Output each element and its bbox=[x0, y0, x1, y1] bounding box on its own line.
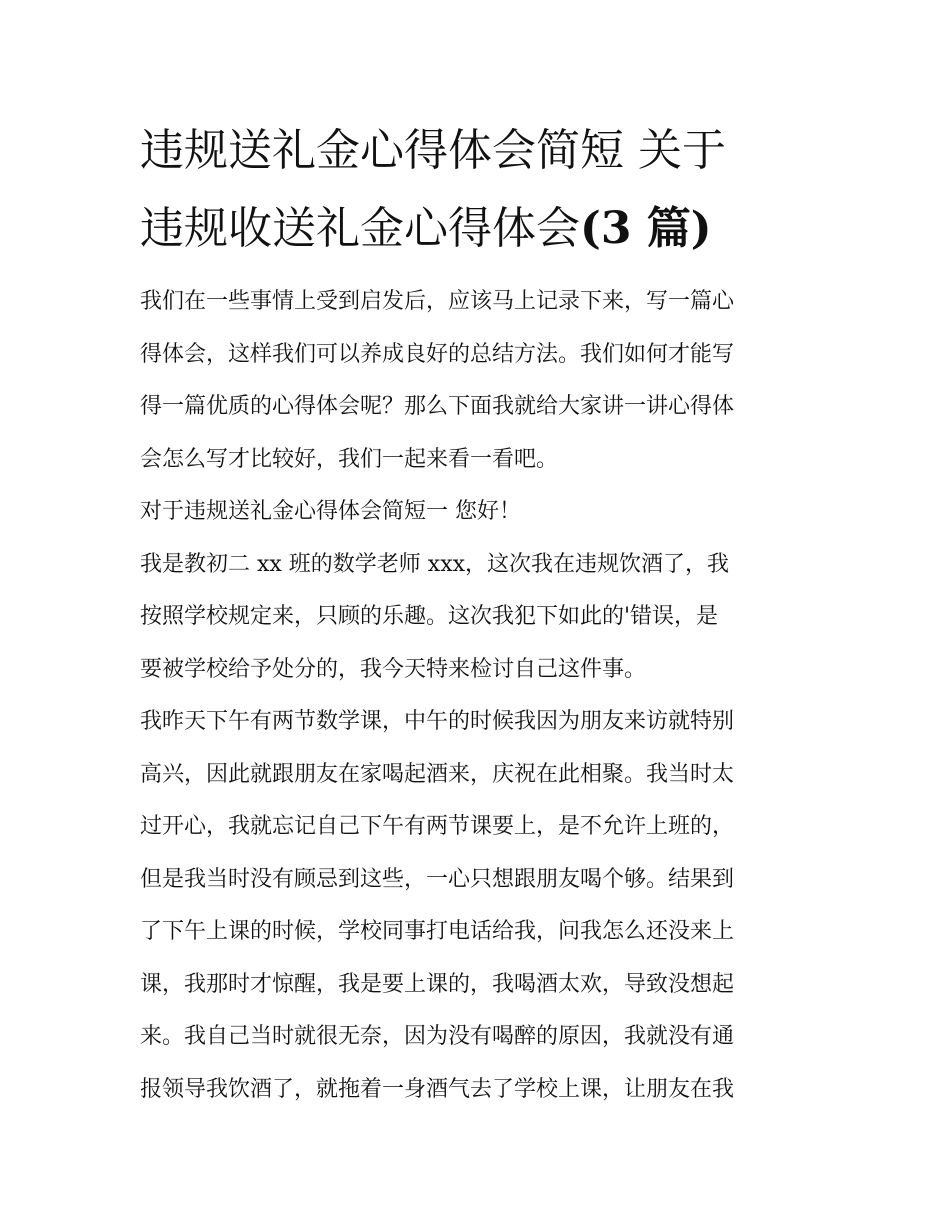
body-line: 得一篇优质的心得体会呢？那么下面我就给大家讲一讲心得体 bbox=[140, 394, 735, 419]
document-title bbox=[140, 112, 830, 268]
body-line: 过开心，我就忘记自己下午有两节课要上，是不允许上班的， bbox=[140, 814, 735, 839]
body-line: 会怎么写才比较好，我们一起来看一看吧。 bbox=[140, 446, 559, 472]
body-line: 但是我当时没有顾忌到这些，一心只想跟朋友喝个够。结果到 bbox=[140, 866, 735, 892]
body-line: 我是教初二 xx 班的数学老师 xxx，这次我在违规饮酒了，我 bbox=[140, 551, 730, 577]
body-line: 高兴，因此就跟朋友在家喝起酒来，庆祝在此相聚。我当时太 bbox=[140, 761, 735, 787]
title-line-2: 违规收送礼金心得体会 bbox=[140, 203, 580, 254]
document-body bbox=[140, 276, 816, 1116]
body-line: 我们在一些事情上受到启发后，应该马上记录下来，写一篇心 bbox=[140, 289, 735, 314]
body-line: 要被学校给予处分的，我今天特来检讨自己这件事。 bbox=[140, 656, 647, 682]
title-line-1: 违规送礼金心得体会简短 关于 bbox=[140, 125, 726, 176]
title-line-2-count: (3 篇) bbox=[580, 203, 712, 254]
body-line: 来。我自己当时就很无奈，因为没有喝醉的原因，我就没有通 bbox=[140, 1024, 735, 1049]
section-heading-line: 对于违规送礼金心得体会简短一 您好！ bbox=[140, 499, 521, 524]
body-line: 得体会，这样我们可以养成良好的总结方法。我们如何才能写 bbox=[140, 341, 735, 367]
body-line: 课，我那时才惊醒，我是要上课的，我喝酒太欢，导致没想起 bbox=[140, 971, 735, 997]
body-line: 我昨天下午有两节数学课，中午的时候我因为朋友来访就特别 bbox=[140, 709, 735, 734]
body-line: 报领导我饮酒了，就拖着一身酒气去了学校上课，让朋友在我 bbox=[140, 1076, 735, 1102]
body-line: 了下午上课的时候，学校同事打电话给我，问我怎么还没来上 bbox=[140, 919, 735, 944]
body-line: 按照学校规定来，只顾的乐趣。这次我犯下如此的'错误，是 bbox=[140, 604, 719, 629]
